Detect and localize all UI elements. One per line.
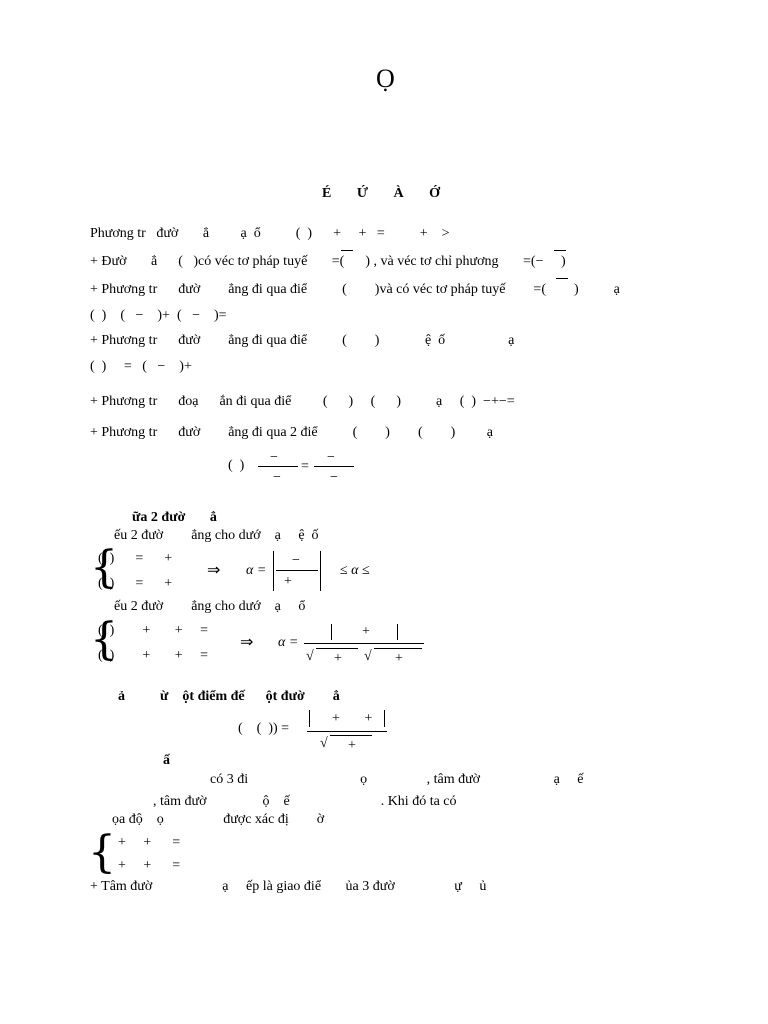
distance-heading: ả ừ ột điểm đế ột đườ ẳ bbox=[118, 689, 340, 704]
through-point-normal-equation: ( ) ( − )+ ( − )= bbox=[90, 308, 227, 323]
through-point-slope-equation: ( ) = ( − )+ bbox=[90, 359, 192, 374]
system2-row1: ( ) + + = bbox=[98, 623, 209, 638]
frac1-bar bbox=[276, 570, 318, 571]
two-points-line: + Phương tr đườ ẳng đi qua 2 điể ( ) ( ) ạ bbox=[90, 425, 493, 440]
system3-row1: + + = bbox=[118, 835, 181, 850]
abs-num-left-2 bbox=[331, 624, 332, 640]
angle-case-slope: ếu 2 đườ ẳng cho dướ ạ ệ ố bbox=[114, 528, 319, 543]
direction-vector-line: + Đườ ẳ ( )có véc tơ pháp tuyế =( ) , và véc tơ chỉ phương =(− ) bbox=[90, 254, 566, 269]
alpha-equals-1: α = bbox=[246, 563, 267, 578]
system3-row2: + + = bbox=[118, 858, 181, 873]
triangle-last-line: + Tâm đườ ạ ếp là giao điể ủa 3 đườ ự ủ bbox=[90, 879, 487, 894]
two-points-frac1-num: − bbox=[270, 450, 278, 465]
frac2-numerator: + bbox=[362, 624, 370, 639]
frac2-bar bbox=[304, 643, 424, 644]
distance-sqrt-overline bbox=[330, 735, 372, 736]
angle-heading: ữa 2 đườ ẳ bbox=[132, 510, 217, 525]
abs-num-right-2 bbox=[397, 624, 398, 640]
triangle-line3: ọa độ ọ được xác đị ờ bbox=[112, 812, 325, 827]
two-points-frac1-den: − bbox=[273, 470, 281, 485]
alpha-equals-2: α = bbox=[278, 635, 299, 650]
frac1-denominator: + bbox=[284, 574, 292, 589]
sqrt-sign-a: √ bbox=[306, 649, 314, 664]
vector-arrow-u bbox=[554, 250, 566, 251]
distance-abs-left bbox=[309, 710, 310, 727]
implies-symbol-2: ⇒ bbox=[240, 634, 254, 651]
triangle-line2: , tâm đườ ộ ế . Khi đó ta có bbox=[153, 794, 457, 809]
through-point-slope-line: + Phương tr đườ ẳng đi qua điể ( ) ệ ố ạ bbox=[90, 333, 515, 348]
distance-numerator: + + bbox=[332, 711, 373, 726]
abs-bar-right-1 bbox=[320, 551, 321, 591]
system1-brace: { bbox=[90, 542, 118, 593]
abs-bar-left-1 bbox=[273, 551, 274, 591]
sqrt-overline-a bbox=[316, 648, 358, 649]
two-points-equation-lhs: ( ) bbox=[228, 458, 245, 473]
triangle-line1: có 3 đi ọ , tâm đườ ạ ế bbox=[210, 772, 584, 787]
sqrt-overline-b bbox=[374, 648, 422, 649]
intercept-line: + Phương tr đoạ ắn đi qua điể ( ) ( ) ạ ( ) −+−= bbox=[90, 394, 515, 409]
system1-row2: ( ) = + bbox=[98, 576, 173, 591]
system2-brace: { bbox=[90, 614, 118, 665]
distance-denominator: + bbox=[348, 738, 356, 753]
through-point-normal-line: + Phương tr đườ ẳng đi qua điể ( )và có véc tơ pháp tuyế =( ) ạ bbox=[90, 282, 620, 297]
vector-arrow-n bbox=[341, 250, 353, 251]
angle-range: ≤ α ≤ bbox=[340, 563, 370, 578]
distance-sqrt-sign: √ bbox=[320, 736, 328, 751]
angle-case-general: ếu 2 đườ ẳng cho dướ ạ ổ bbox=[114, 599, 306, 614]
distance-lhs: ( ( )) = bbox=[238, 721, 290, 736]
two-points-equals: = bbox=[301, 459, 309, 474]
triangle-heading: ấ bbox=[163, 753, 170, 768]
vector-arrow-n2 bbox=[556, 278, 568, 279]
system1-row1: ( ) = + bbox=[98, 551, 173, 566]
sqrt-sign-b: √ bbox=[364, 649, 372, 664]
page-title: Ọ bbox=[376, 64, 395, 93]
two-points-frac2-den: − bbox=[330, 470, 338, 485]
two-points-frac2-num: − bbox=[327, 450, 335, 465]
implies-symbol-1: ⇒ bbox=[207, 562, 221, 579]
system3-brace: { bbox=[88, 827, 116, 878]
general-equation-line: Phương tr đườ ẳ ạ ổ ( ) + + = + > bbox=[90, 226, 450, 241]
frac2-denominator-b: + bbox=[395, 651, 403, 666]
system2-row2: ( ) + + = bbox=[98, 648, 209, 663]
frac1-numerator: − bbox=[292, 553, 300, 568]
distance-abs-right bbox=[384, 710, 385, 727]
section-heading: É Ứ À Ớ bbox=[322, 186, 440, 201]
two-points-frac1-bar bbox=[258, 466, 298, 467]
two-points-frac2-bar bbox=[314, 466, 354, 467]
distance-frac-bar bbox=[307, 731, 387, 732]
frac2-denominator-a: + bbox=[334, 651, 342, 666]
